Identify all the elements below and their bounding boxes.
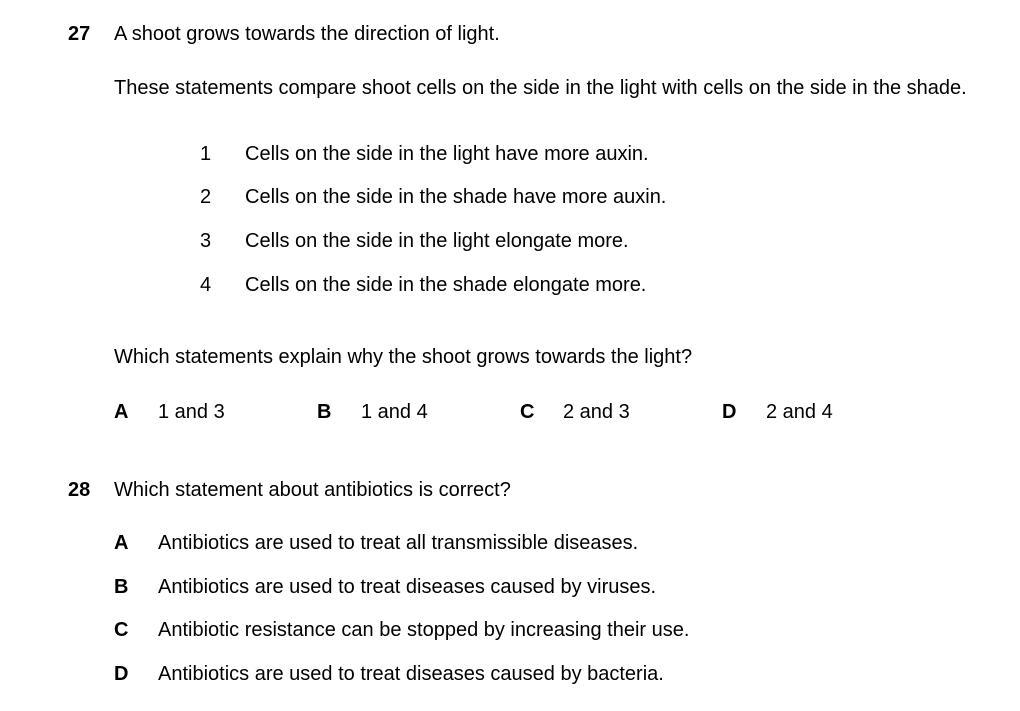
statement-1-text: Cells on the side in the light have more auxin. bbox=[245, 143, 649, 165]
q28-option-d-text[interactable]: Antibiotics are used to treat diseases caused by bacteria. bbox=[158, 663, 664, 685]
question-27-prompt: Which statements explain why the shoot grows towards the light? bbox=[114, 346, 693, 368]
question-28-number: 28 bbox=[68, 479, 91, 501]
q27-option-c-text[interactable]: 2 and 3 bbox=[563, 401, 630, 423]
question-27-intro: These statements compare shoot cells on the side in the light with cells on the side in the shade. bbox=[114, 78, 967, 98]
statement-3-text: Cells on the side in the light elongate more. bbox=[245, 230, 629, 252]
statement-4-text: Cells on the side in the shade elongate more. bbox=[245, 274, 647, 296]
q28-option-c-text[interactable]: Antibiotic resistance can be stopped by increasing their use. bbox=[158, 619, 690, 641]
q27-option-d-text[interactable]: 2 and 4 bbox=[766, 401, 833, 423]
q27-option-d-letter[interactable]: D bbox=[722, 401, 737, 423]
q27-option-a-letter[interactable]: A bbox=[114, 401, 129, 423]
statement-3-number: 3 bbox=[200, 230, 212, 252]
statement-1-number: 1 bbox=[200, 143, 212, 165]
q28-option-a-letter[interactable]: A bbox=[114, 532, 129, 554]
question-27-number: 27 bbox=[68, 23, 91, 45]
statement-2-text: Cells on the side in the shade have more auxin. bbox=[245, 186, 667, 208]
q28-option-b-text[interactable]: Antibiotics are used to treat diseases caused by viruses. bbox=[158, 576, 657, 598]
q27-option-a-text[interactable]: 1 and 3 bbox=[158, 401, 225, 423]
q27-option-b-letter[interactable]: B bbox=[317, 401, 332, 423]
statement-4-number: 4 bbox=[200, 274, 212, 296]
statement-2-number: 2 bbox=[200, 186, 212, 208]
q28-option-b-letter[interactable]: B bbox=[114, 576, 129, 598]
question-27-stem: A shoot grows towards the direction of light. bbox=[114, 23, 500, 45]
q28-option-a-text[interactable]: Antibiotics are used to treat all transmissible diseases. bbox=[158, 532, 639, 554]
q28-option-d-letter[interactable]: D bbox=[114, 663, 129, 685]
q27-option-c-letter[interactable]: C bbox=[520, 401, 535, 423]
q27-option-b-text[interactable]: 1 and 4 bbox=[361, 401, 428, 423]
question-28-stem: Which statement about antibiotics is correct? bbox=[114, 479, 511, 501]
q28-option-c-letter[interactable]: C bbox=[114, 619, 129, 641]
